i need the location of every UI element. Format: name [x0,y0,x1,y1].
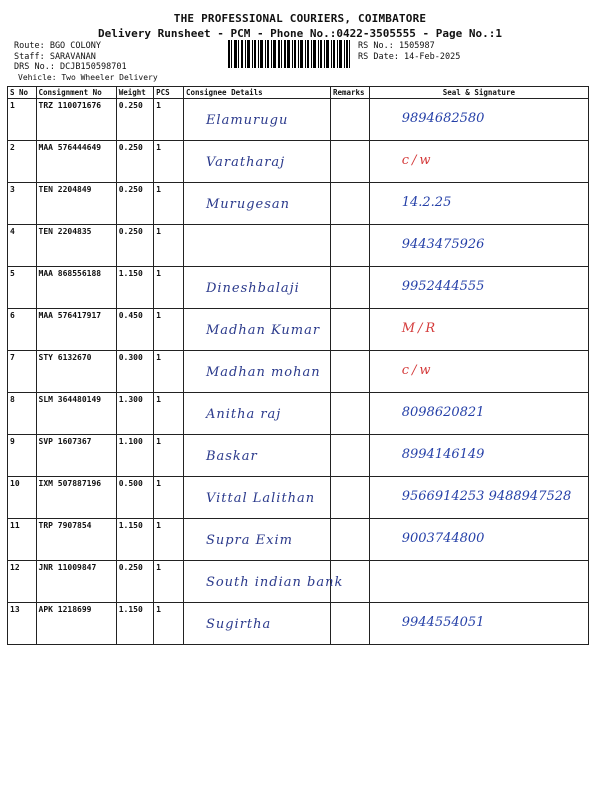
table-row [8,351,589,393]
rs-number: RS No.: 1505987 [358,41,435,51]
table-row [8,435,589,477]
cell-consignment-no: SVP 1607367 [36,435,116,477]
cell-consignee [183,393,330,435]
signature-handwriting: 8098620821 [401,405,485,420]
signature-handwriting: c/w [401,153,434,168]
cell-remarks [330,435,369,477]
cell-weight: 0.250 [116,561,153,603]
table-body [8,99,589,645]
consignee-handwriting: Supra Exim [205,533,293,548]
cell-consignee [183,351,330,393]
table-row [8,267,589,309]
cell-weight: 1.150 [116,603,153,645]
cell-consignment-no: TEN 2204849 [36,183,116,225]
cell-seal-signature [369,603,588,645]
cell-consignment-no: TRP 7907854 [36,519,116,561]
cell-remarks [330,393,369,435]
header-seal-signature: Seal & Signature [369,87,588,99]
cell-sno: 4 [8,225,37,267]
cell-consignee [183,435,330,477]
route-line: Route: BGO COLONY [14,41,101,51]
header-consignee-details: Consignee Details [183,87,330,99]
cell-weight: 1.150 [116,519,153,561]
cell-pcs: 1 [154,309,184,351]
cell-consignee [183,477,330,519]
cell-seal-signature [369,183,588,225]
consignee-handwriting: Vittal Lalithan [205,491,316,506]
cell-sno: 12 [8,561,37,603]
signature-handwriting: M/R [401,321,439,336]
cell-sno: 2 [8,141,37,183]
table-row [8,477,589,519]
table-row [8,183,589,225]
consignee-handwriting: South indian bank [205,575,344,590]
cell-consignee [183,225,330,267]
header-consignment-no: Consignment No [36,87,116,99]
consignee-handwriting: Murugesan [205,197,291,212]
cell-pcs: 1 [154,477,184,519]
cell-consignment-no: TEN 2204835 [36,225,116,267]
cell-sno: 3 [8,183,37,225]
cell-weight: 0.450 [116,309,153,351]
cell-remarks [330,225,369,267]
cell-seal-signature [369,99,588,141]
consignee-handwriting: Varatharaj [205,155,286,170]
table-row [8,99,589,141]
signature-handwriting: 8994146149 [401,447,485,462]
cell-consignment-no: MAA 576444649 [36,141,116,183]
delivery-table [7,86,589,645]
cell-remarks [330,603,369,645]
cell-weight: 0.250 [116,225,153,267]
cell-seal-signature [369,141,588,183]
cell-pcs: 1 [154,393,184,435]
table-row [8,561,589,603]
runsheet-meta-left [14,41,127,73]
runsheet-title: THE PROFESSIONAL COURIERS, COIMBATORE [173,12,427,25]
cell-remarks [330,267,369,309]
cell-consignee [183,141,330,183]
cell-remarks [330,519,369,561]
cell-consignee [183,183,330,225]
cell-seal-signature [369,393,588,435]
cell-remarks [330,561,369,603]
cell-weight: 1.100 [116,435,153,477]
cell-consignment-no: STY 6132670 [36,351,116,393]
header-pcs: PCS [154,87,184,99]
consignee-handwriting: Sugirtha [205,617,272,632]
table-row [8,603,589,645]
cell-weight: 0.250 [116,99,153,141]
cell-weight: 0.250 [116,141,153,183]
cell-sno: 10 [8,477,37,519]
rs-date: RS Date: 14-Feb-2025 [358,51,461,62]
cell-sno: 11 [8,519,37,561]
header-sno: S No [8,87,37,99]
staff-line: Staff: SARAVANAN [14,51,96,62]
cell-pcs: 1 [154,435,184,477]
cell-sno: 9 [8,435,37,477]
cell-pcs: 1 [154,603,184,645]
cell-weight: 0.500 [116,477,153,519]
cell-sno: 7 [8,351,37,393]
cell-pcs: 1 [154,267,184,309]
signature-handwriting: 9944554051 [401,615,485,630]
cell-consignment-no: APK 1218699 [36,603,116,645]
cell-consignment-no: MAA 868556188 [36,267,116,309]
cell-weight: 0.300 [116,351,153,393]
cell-consignee [183,519,330,561]
cell-seal-signature [369,351,588,393]
cell-consignment-no: IXM 507887196 [36,477,116,519]
cell-seal-signature [369,267,588,309]
cell-remarks [330,351,369,393]
consignee-handwriting: Dineshbalaji [205,281,300,296]
cell-weight: 1.150 [116,267,153,309]
signature-handwriting: 9894682580 [401,111,485,126]
cell-pcs: 1 [154,351,184,393]
cell-seal-signature [369,561,588,603]
vehicle-line: Vehicle: Two Wheeler Delivery [18,73,158,82]
table-header-row [8,87,589,99]
header-weight: Weight [116,87,153,99]
cell-pcs: 1 [154,141,184,183]
cell-seal-signature [369,435,588,477]
table-row [8,141,589,183]
consignee-handwriting: Anitha raj [205,407,282,422]
cell-consignment-no: MAA 576417917 [36,309,116,351]
cell-sno: 1 [8,99,37,141]
cell-sno: 13 [8,603,37,645]
cell-sno: 8 [8,393,37,435]
cell-consignment-no: JNR 11009847 [36,561,116,603]
cell-pcs: 1 [154,183,184,225]
cell-remarks [330,183,369,225]
drs-line: DRS No.: DCJB150598701 [14,62,127,72]
consignee-handwriting: Baskar [205,449,258,464]
cell-pcs: 1 [154,225,184,267]
cell-pcs: 1 [154,561,184,603]
signature-handwriting: 9443475926 [401,237,485,252]
header-remarks: Remarks [330,87,369,99]
consignee-handwriting: Elamurugu [205,113,289,128]
cell-pcs: 1 [154,519,184,561]
consignee-handwriting: Madhan mohan [205,365,321,380]
table-row [8,393,589,435]
signature-handwriting: 14.2.25 [401,195,452,210]
cell-sno: 5 [8,267,37,309]
barcode-icon [228,40,350,68]
cell-remarks [330,99,369,141]
cell-weight: 1.300 [116,393,153,435]
cell-consignee [183,267,330,309]
cell-consignee [183,99,330,141]
cell-consignment-no: TRZ 110071676 [36,99,116,141]
cell-consignee [183,309,330,351]
signature-handwriting: c/w [401,363,434,378]
signature-handwriting: 9003744800 [401,531,485,546]
cell-remarks [330,309,369,351]
signature-handwriting: 9952444555 [401,279,485,294]
table-row [8,309,589,351]
runsheet-subtitle: Delivery Runsheet - PCM - Phone No.:0422-3505555 - Page No.:1 [98,27,502,40]
cell-seal-signature [369,477,588,519]
cell-consignee [183,603,330,645]
runsheet-meta-right [358,41,460,62]
table-row [8,519,589,561]
cell-seal-signature [369,225,588,267]
cell-consignment-no: SLM 364480149 [36,393,116,435]
cell-seal-signature [369,519,588,561]
table-row [8,225,589,267]
cell-remarks [330,141,369,183]
cell-sno: 6 [8,309,37,351]
cell-seal-signature [369,309,588,351]
cell-consignee [183,561,344,603]
signature-handwriting: 9566914253 9488947528 [401,489,572,504]
consignee-handwriting: Madhan Kumar [205,323,321,338]
cell-pcs: 1 [154,99,184,141]
cell-remarks [330,477,369,519]
cell-weight: 0.250 [116,183,153,225]
